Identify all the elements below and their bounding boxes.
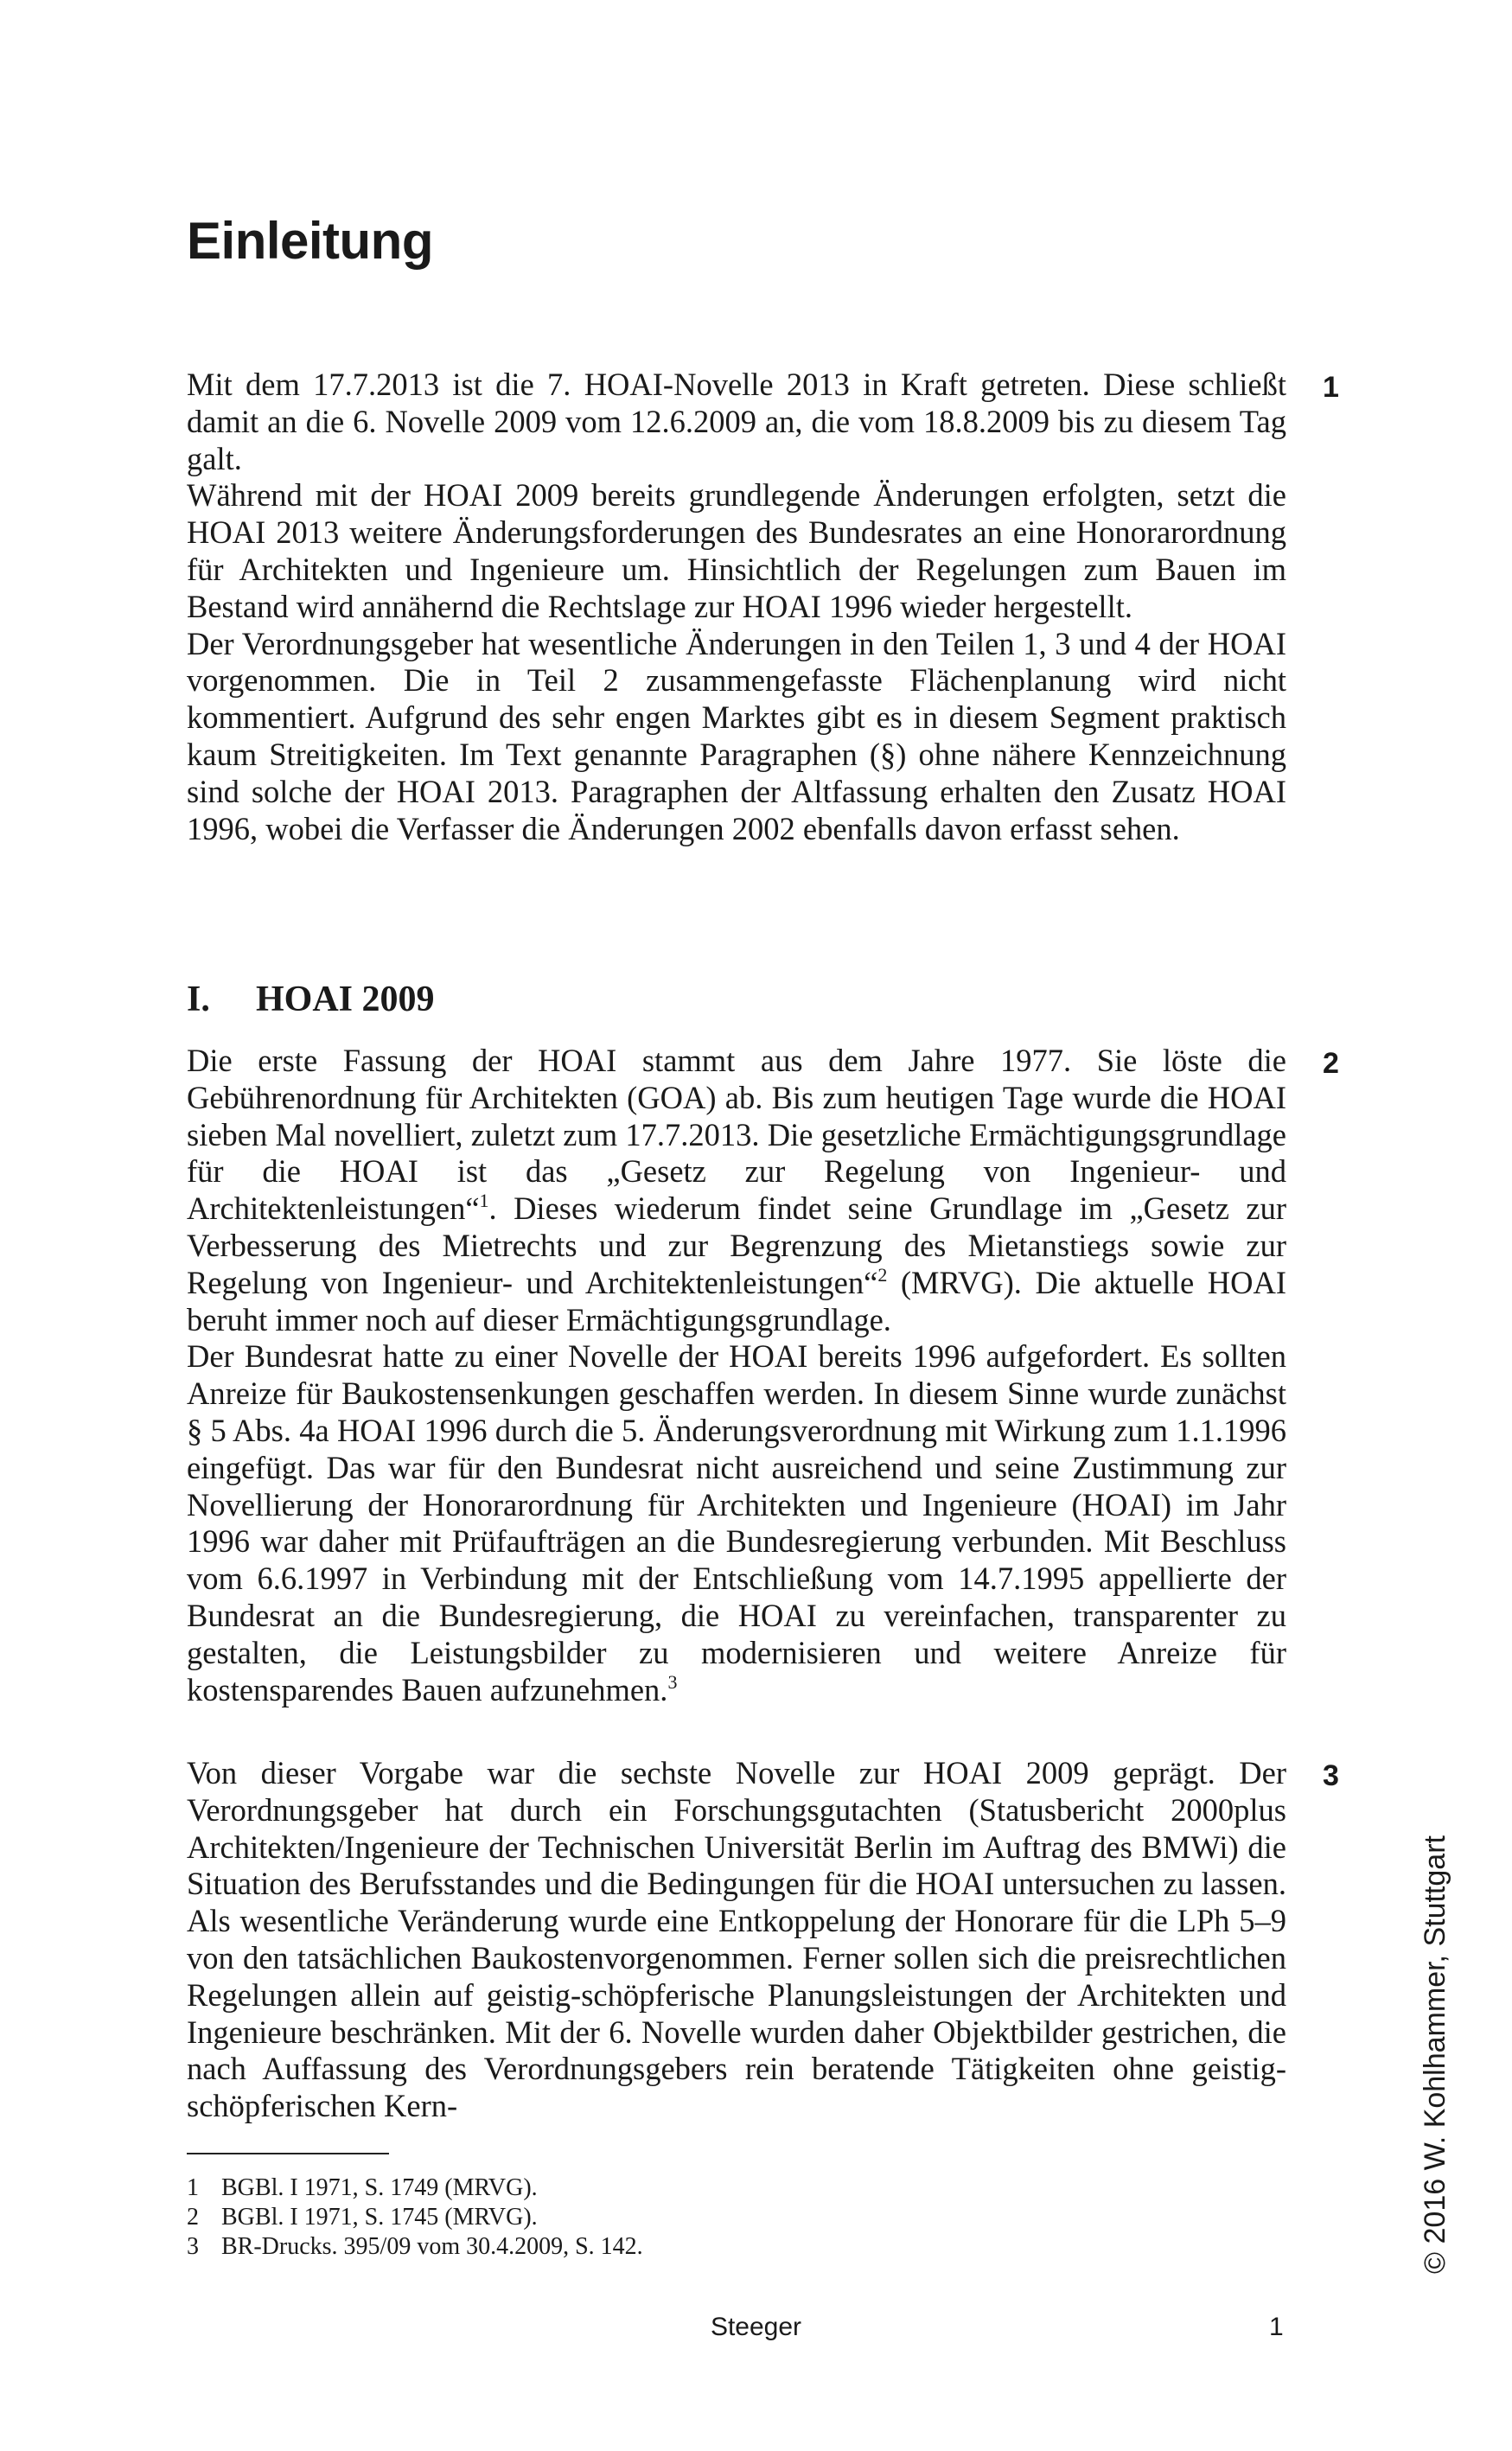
page-number: 1 xyxy=(1269,2313,1284,2341)
section-2-paragraph-1 xyxy=(187,1043,1286,1338)
footnote-ref-2[interactable]: 2 xyxy=(877,1263,888,1286)
intro-block xyxy=(187,367,1286,847)
section-2-block xyxy=(187,1043,1286,1708)
footnotes xyxy=(187,2173,643,2262)
text-run: . Dieses wiederum findet seine Grundlage im „Gesetz zur Verbesserung des Mietrechts und zur Begrenzung des Mietanstiegs sowie zur Regelung von Ingenieur- und Architektenleistungen“ xyxy=(187,1190,1286,1300)
footnote-divider xyxy=(187,2153,389,2154)
intro-paragraph: Während mit der HOAI 2009 bereits grundlegende Änderungen erfolgten, setzt die HOAI 2013 weitere Änderungsforderungen des Bundesrates an eine Honorarordnung für Architekten und Ingenieure um. Hinsichtlich der Regelungen zum Bauen im Bestand wird annähernd die Rechtslage zur HOAI 1996 wieder hergestellt. xyxy=(187,477,1286,624)
margin-number-3: 3 xyxy=(1323,1759,1339,1792)
footnote-text: BR-Drucks. 395/09 vom 30.4.2009, S. 142. xyxy=(221,2233,643,2260)
footnote xyxy=(187,2173,643,2203)
section-3-paragraph: Von dieser Vorgabe war die sechste Novelle zur HOAI 2009 geprägt. Der Verordnungsgeber hat durch ein Forschungsgutachten (Statusbericht 2000plus Architekten/Ingenieure der Technischen Universität Berlin im Auftrag des BMWi) die Situation des Berufsstandes und die Bedingungen für die HOAI untersuchen zu lassen. Als wesentliche Veränderung wurde eine Entkoppelung der Honorare für die LPh 5–9 von den tatsächlichen Baukostenvorgenommen. Ferner sollen sich die preisrechtlichen Regelungen allein auf geistig-schöpferische Planungsleistungen der Architekten und Ingenieure beschränken. Mit der 6. Novelle wurden daher Objektbilder gestrichen, die nach Auffassung des Verordnungsgebers rein beratende Tätigkeiten ohne geistig-schöpferischen Kern- xyxy=(187,1755,1286,2124)
footnote xyxy=(187,2203,643,2232)
section-number: I. xyxy=(187,980,210,1019)
section-title: HOAI 2009 xyxy=(256,980,435,1019)
footnote-ref-3[interactable]: 3 xyxy=(667,1670,678,1693)
text-run: Der Bundesrat hatte zu einer Novelle der HOAI bereits 1996 aufgefordert. Es sollten Anreize für Baukostensenkungen geschaffen werden. In diesem Sinne wurde zunächst § 5 Abs. 4a HOAI 1996 durch die 5. Änderungsverordnung mit Wirkung zum 1.1.1996 eingefügt. Das war für den Bundesrat nicht ausreichend und seine Zustimmung zur Novellierung der Honorarordnung für Architekten und Ingenieure (HOAI) im Jahr 1996 war daher mit Prüfaufträgen an die Bundesregierung verbunden. Mit Beschluss vom 6.6.1997 in Verbindung mit der Entschließung vom 14.7.1995 appellierte der Bundesrat an die Bundesregierung, die HOAI zu vereinfachen, transparenter zu gestalten, die Leistungsbilder zu modernisieren und weitere Anreize für kostensparendes Bauen aufzunehmen. xyxy=(187,1338,1286,1707)
footnote-number: 1 xyxy=(187,2174,199,2201)
footnote-text: BGBl. I 1971, S. 1749 (MRVG). xyxy=(221,2174,538,2201)
footnote xyxy=(187,2232,643,2262)
footnote-number: 3 xyxy=(187,2233,199,2260)
section-2-paragraph-2 xyxy=(187,1338,1286,1708)
running-footer-author: Steeger xyxy=(710,2313,802,2341)
text-run: Die erste Fassung der HOAI stammt aus dem Jahre 1977. Sie löste die Gebührenordnung für Architekten (GOA) ab. Bis zum heutigen Tage wurde die HOAI sieben Mal novelliert, zuletzt zum 17.7.2013. Die gesetzliche Ermächtigungsgrundlage für die HOAI ist das „Gesetz zur Regelung von Ingenieur- und Architektenleistungen“ xyxy=(187,1043,1286,1227)
copyright-notice: © 2016 W. Kohlhammer, Stuttgart xyxy=(1419,1835,1451,2274)
footnote-text: BGBl. I 1971, S. 1745 (MRVG). xyxy=(221,2204,538,2231)
footnote-ref-1[interactable]: 1 xyxy=(479,1190,489,1212)
chapter-title: Einleitung xyxy=(187,212,433,270)
intro-paragraph: Der Verordnungsgeber hat wesentliche Änderungen in den Teilen 1, 3 und 4 der HOAI vorgenommen. Die in Teil 2 zusammengefasste Flächenplanung wird nicht kommentiert. Aufgrund des sehr engen Marktes gibt es in diesem Segment praktisch kaum Streitigkeiten. Im Text genannte Paragraphen (§) ohne nähere Kennzeichnung sind solche der HOAI 2013. Paragraphen der Altfassung erhalten den Zusatz HOAI 1996, wobei die Verfasser die Änderungen 2002 ebenfalls davon erfasst sehen. xyxy=(187,625,1286,846)
margin-number-1: 1 xyxy=(1323,371,1339,404)
margin-number-2: 2 xyxy=(1323,1047,1339,1080)
section-heading xyxy=(187,978,435,1021)
footnote-number: 2 xyxy=(187,2204,199,2231)
intro-paragraph: Mit dem 17.7.2013 ist die 7. HOAI-Novelle 2013 in Kraft getreten. Diese schließt damit an die 6. Novelle 2009 vom 12.6.2009 an, die vom 18.8.2009 bis zu diesem Tag galt. xyxy=(187,367,1286,476)
text-run: (MRVG). Die aktuelle HOAI beruht immer noch auf dieser Ermächtigungsgrundlage. xyxy=(187,1264,1286,1337)
section-3-block xyxy=(187,1755,1286,2125)
